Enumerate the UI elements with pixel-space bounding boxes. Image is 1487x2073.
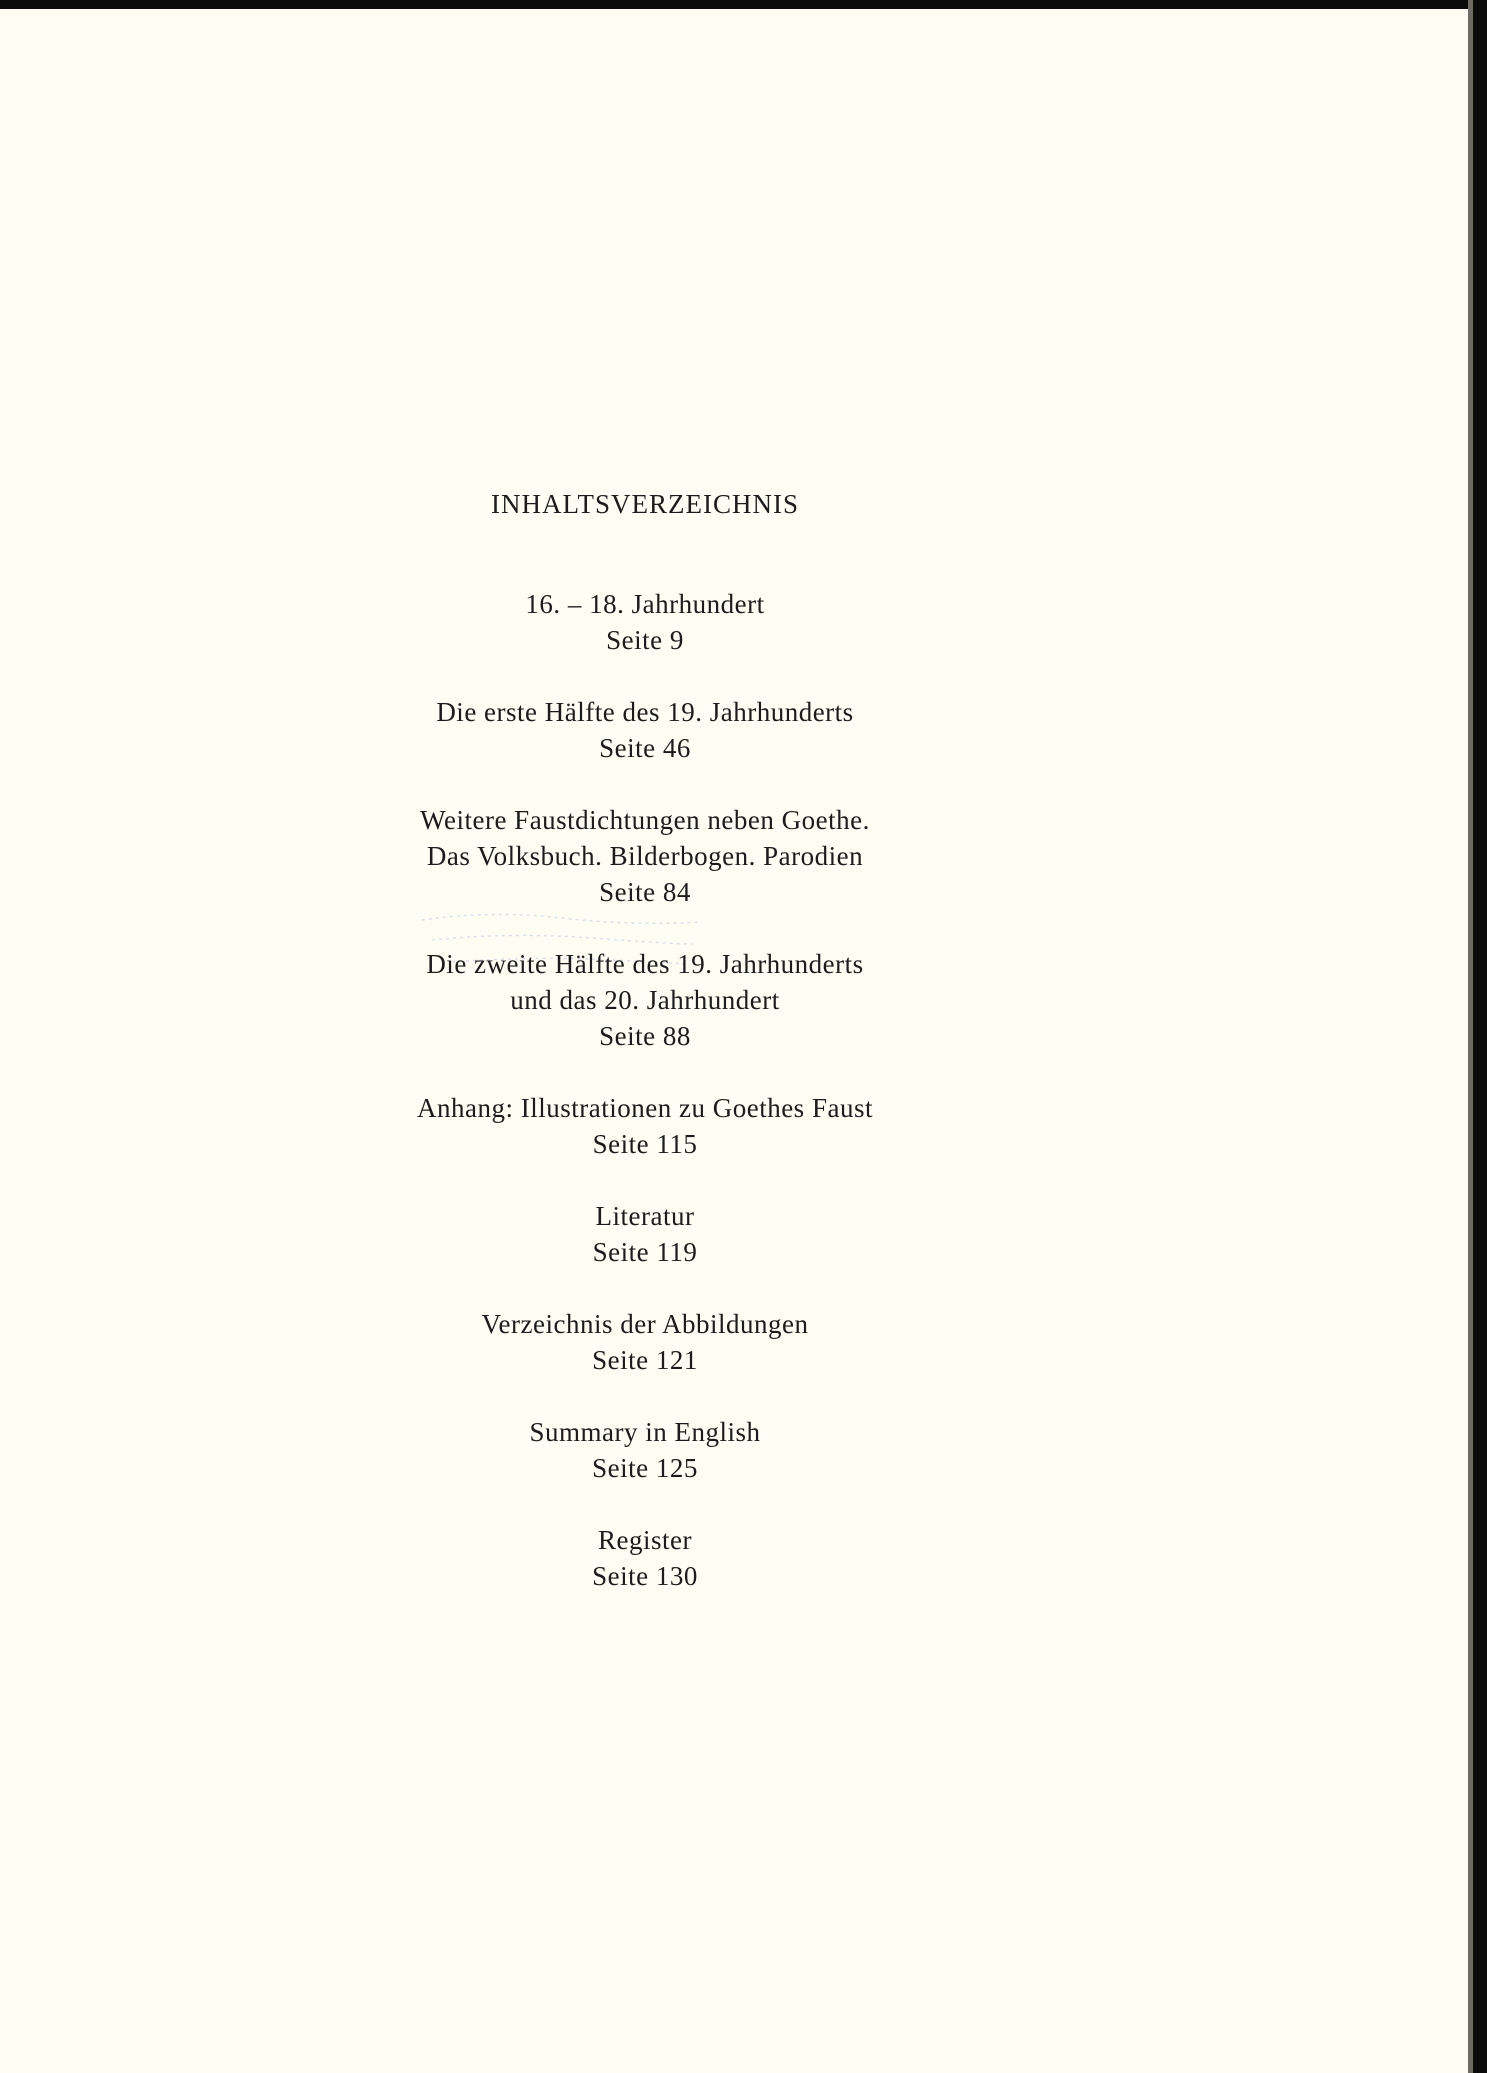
toc-entry [0, 1522, 1290, 1594]
toc-entry-title: Die erste Hälfte des 19. Jahrhunderts [436, 697, 854, 727]
toc-entry-page: Seite 9 [606, 625, 684, 655]
scan-edge-right [1473, 0, 1487, 2073]
toc-entry-page: Seite 46 [599, 733, 691, 763]
toc-entry-title: Weitere Faustdichtungen neben Goethe. [420, 805, 870, 835]
toc-entry-title: Die zweite Hälfte des 19. Jahrhunderts [426, 949, 864, 979]
toc-entry [0, 1414, 1290, 1486]
toc-entry-title-continued: Das Volksbuch. Bilderbogen. Parodien [426, 841, 864, 871]
toc-entry-title: 16. – 18. Jahrhundert [525, 589, 765, 619]
toc-entry [0, 1198, 1290, 1270]
toc-entry [0, 1090, 1290, 1162]
toc-entry-title: Verzeichnis der Abbildungen [481, 1309, 809, 1339]
toc-entry-title-continued: und das 20. Jahrhundert [510, 985, 780, 1015]
toc-entry-page: Seite 125 [592, 1453, 698, 1483]
toc-entry-page: Seite 119 [592, 1237, 698, 1267]
toc-entry [0, 694, 1290, 766]
table-of-contents [0, 486, 1290, 1630]
toc-entry-page: Seite 121 [592, 1345, 698, 1375]
toc-entry-title: Summary in English [529, 1417, 761, 1447]
scan-edge-top [0, 0, 1487, 9]
toc-entry [0, 1306, 1290, 1378]
toc-entry-page: Seite 130 [592, 1561, 698, 1591]
toc-entry-title: Literatur [595, 1201, 695, 1231]
toc-entry-page: Seite 88 [599, 1021, 691, 1051]
toc-entry [0, 586, 1290, 658]
toc-entry [0, 946, 1290, 1054]
toc-entry-page: Seite 84 [599, 877, 691, 907]
toc-entry-title: Anhang: Illustrationen zu Goethes Faust [417, 1093, 873, 1123]
toc-heading: INHALTSVERZEICHNIS [491, 489, 799, 519]
toc-entry-page: Seite 115 [592, 1129, 698, 1159]
toc-entry [0, 802, 1290, 910]
toc-entry-title: Register [598, 1525, 692, 1555]
